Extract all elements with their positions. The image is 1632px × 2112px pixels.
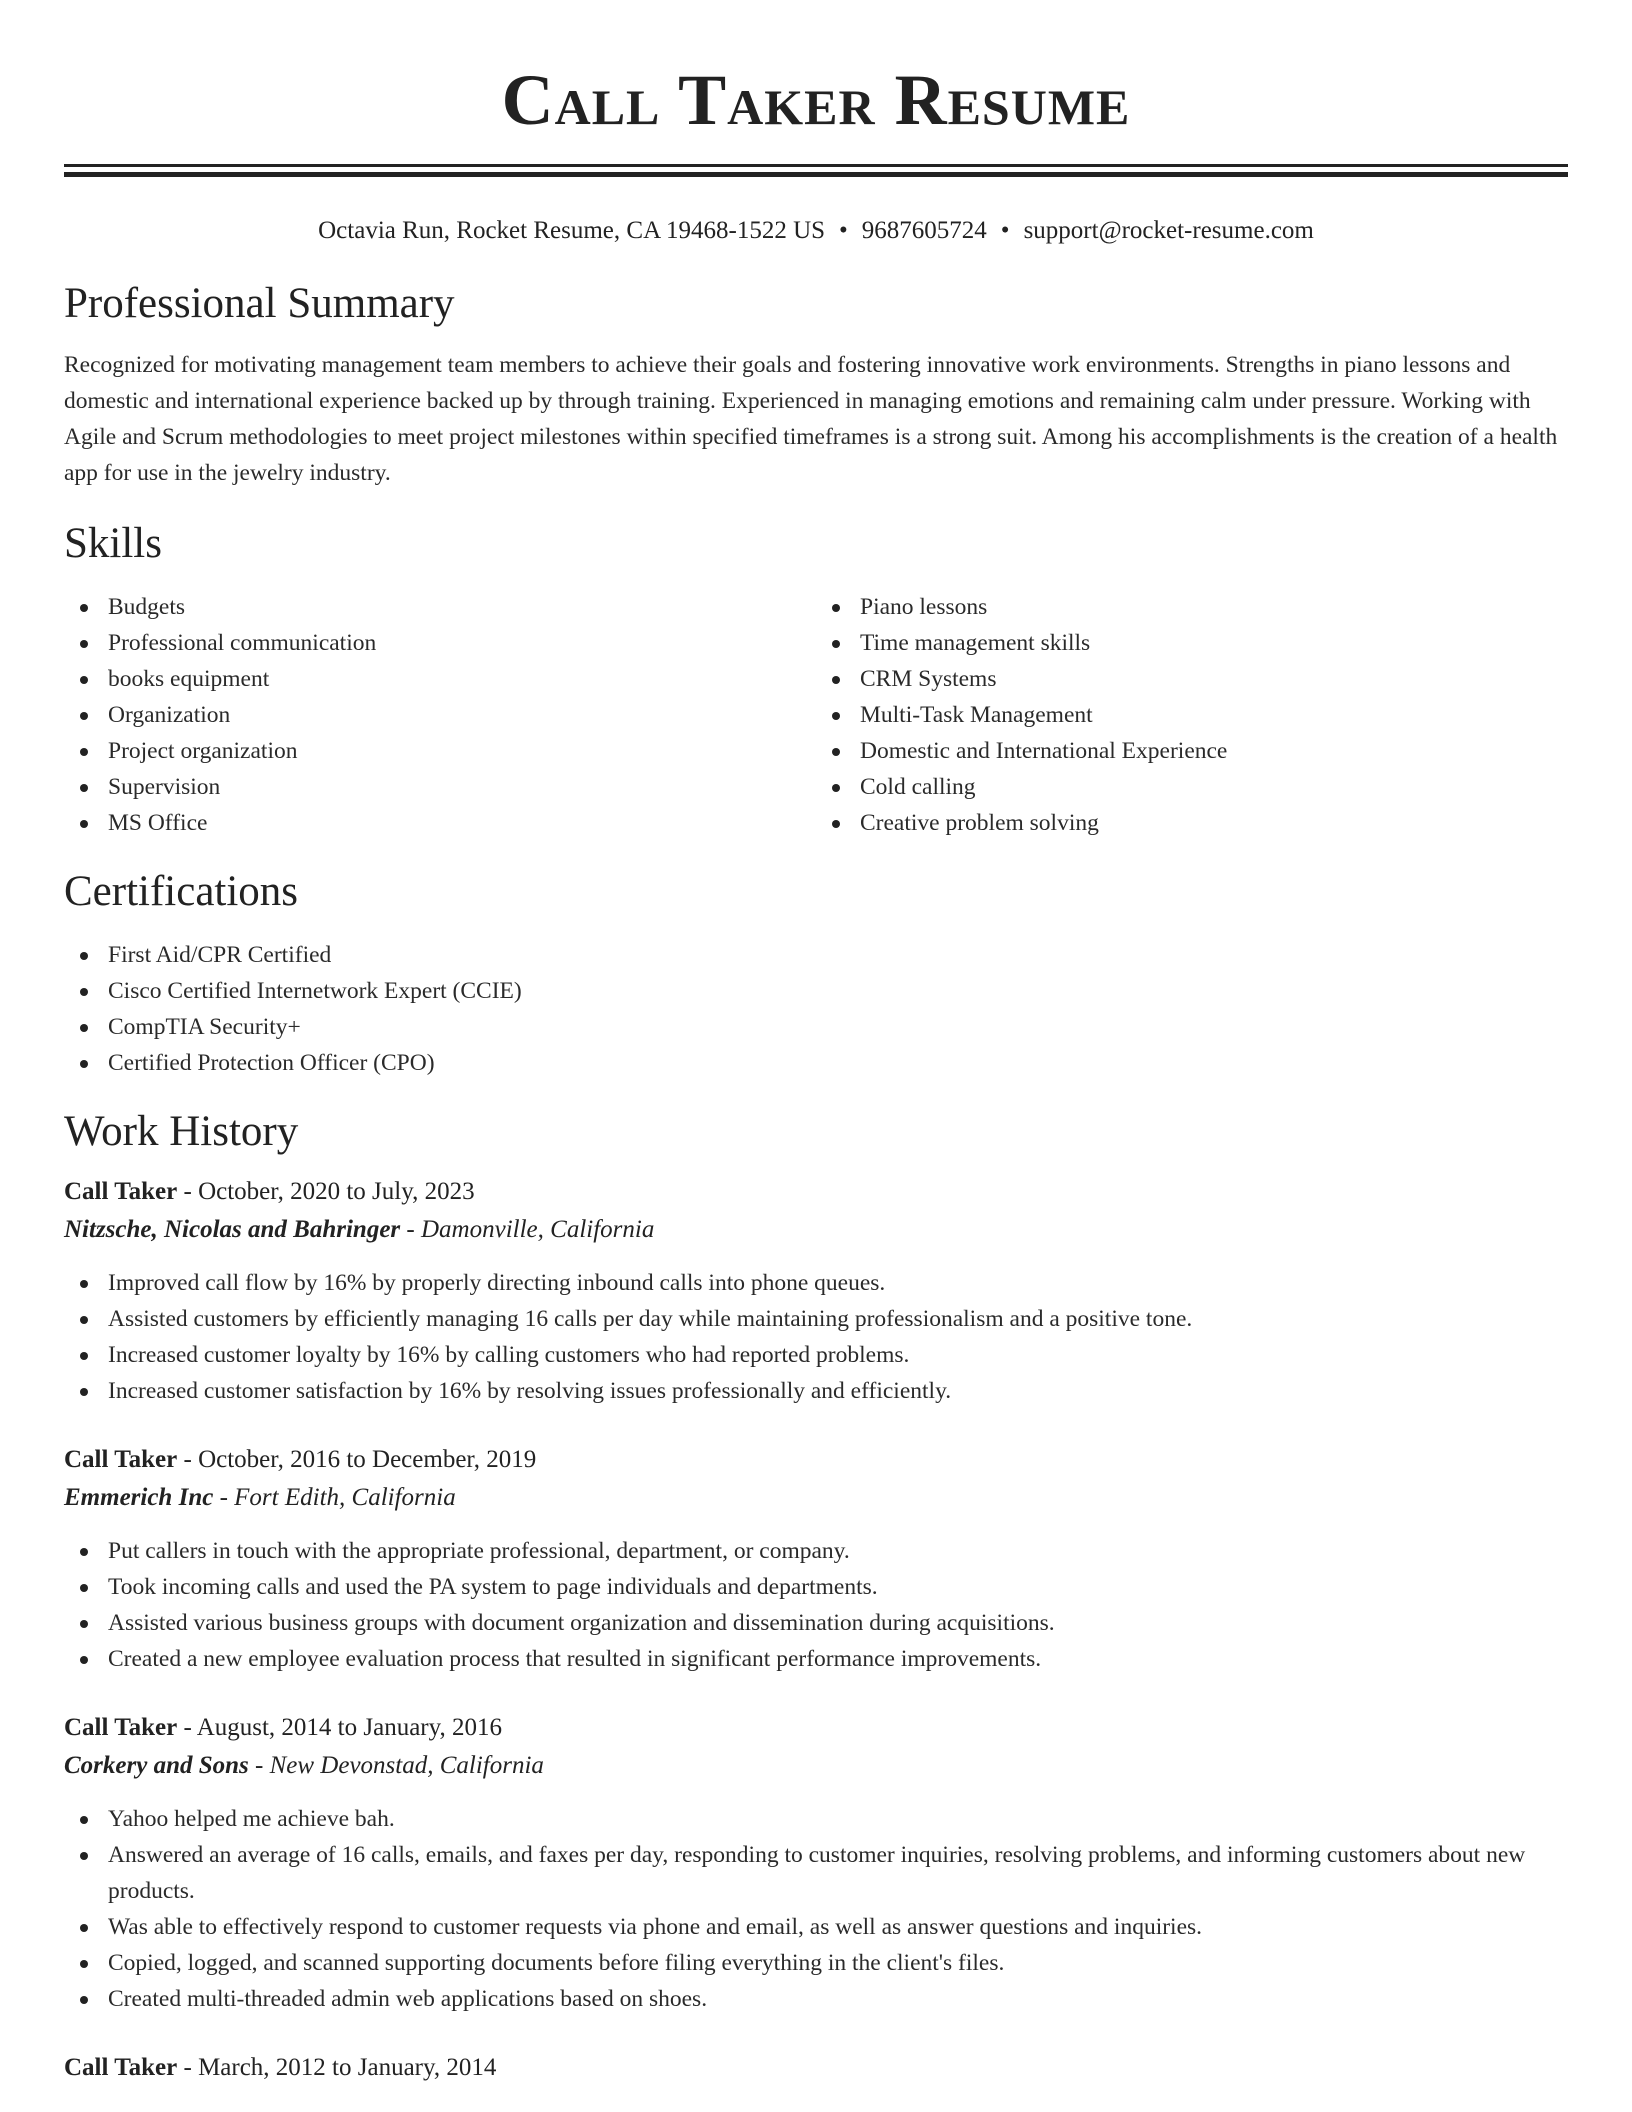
- skills-left-list: [64, 589, 816, 841]
- job-dates: October, 2016 to December, 2019: [198, 1446, 537, 1473]
- skill-item: Piano lessons: [860, 589, 1568, 625]
- contact-email: support@rocket-resume.com: [1023, 217, 1314, 244]
- certifications-heading: Certifications: [64, 868, 299, 915]
- job-location: New Devonstad, California: [269, 1752, 544, 1779]
- job-entry: [64, 1441, 1568, 1677]
- job-dates: March, 2012 to January, 2014: [198, 2054, 497, 2081]
- summary-text: Recognized for motivating management team members to achieve their goals and fostering innovative work environments. Strengths in piano lessons and domestic and international experience backed up by through training. Experienced in managing emotions and remaining calm under pressure. Working with Agile and Scrum methodologies to meet project milestones within specified timeframes is a strong suit. Among his accomplishments is the creation of a health app for use in the jewelry industry.: [64, 352, 1558, 486]
- job-bullet: Was able to effectively respond to customer requests via phone and email, as well as answer questions and inquiries.: [108, 1909, 1568, 1945]
- certification-item: First Aid/CPR Certified: [108, 937, 1568, 973]
- job-company: Corkery and Sons: [64, 1752, 249, 1779]
- job-bullet: Improved call flow by 16% by properly directing inbound calls into phone queues.: [108, 1265, 1568, 1301]
- title-rule-top: [64, 164, 1568, 167]
- skill-item: Cold calling: [860, 769, 1568, 805]
- job-title: Call Taker: [64, 1178, 178, 1205]
- job-dash: -: [213, 1484, 235, 1511]
- skill-item: Time management skills: [860, 625, 1568, 661]
- job-dash: -: [177, 1446, 199, 1473]
- job-dash: -: [248, 1752, 270, 1779]
- skill-item: Professional communication: [108, 625, 816, 661]
- skill-item: Project organization: [108, 733, 816, 769]
- job-employer: [64, 1211, 1568, 1249]
- job-dash: -: [177, 1714, 197, 1741]
- resume-page: [64, 0, 1568, 2087]
- job-bullet: Copied, logged, and scanned supporting documents before filing everything in the client's files.: [108, 1945, 1568, 1981]
- certification-item: Certified Protection Officer (CPO): [108, 1045, 1568, 1081]
- job-bullet: Assisted various business groups with document organization and dissemination during acquisitions.: [108, 1605, 1568, 1641]
- job-title: Call Taker: [64, 1446, 178, 1473]
- job-bullet: Answered an average of 16 calls, emails, and faxes per day, responding to customer inquiries, resolving problems, and informing customers about new products.: [108, 1837, 1568, 1909]
- skill-item: Organization: [108, 697, 816, 733]
- job-bullet: Created a new employee evaluation process that resulted in significant performance improvements.: [108, 1641, 1568, 1677]
- job-dates: October, 2020 to July, 2023: [198, 1178, 475, 1205]
- skill-item: books equipment: [108, 661, 816, 697]
- job-employer: [64, 1479, 1568, 1517]
- skill-item: MS Office: [108, 805, 816, 841]
- certification-item: CompTIA Security+: [108, 1009, 1568, 1045]
- skills-right-list: [816, 589, 1568, 841]
- contact-line: [64, 215, 1568, 247]
- skill-item: Budgets: [108, 589, 816, 625]
- job-title: Call Taker: [64, 1714, 178, 1741]
- job-bullet: Created multi-threaded admin web applications based on shoes.: [108, 1981, 1568, 2017]
- work-history-heading: Work History: [64, 1108, 299, 1155]
- job-bullets: [64, 1265, 1568, 1409]
- skill-item: Supervision: [108, 769, 816, 805]
- job-dash: -: [400, 1216, 421, 1243]
- job-entry: [64, 2049, 1568, 2087]
- job-header: [64, 1173, 1568, 1211]
- job-company: Emmerich Inc: [64, 1484, 214, 1511]
- summary-heading: Professional Summary: [64, 280, 455, 327]
- job-employer: [64, 1747, 1568, 1785]
- job-bullet: Took incoming calls and used the PA system to page individuals and departments.: [108, 1569, 1568, 1605]
- contact-phone: 9687605724: [861, 217, 987, 244]
- contact-separator: •: [1000, 217, 1010, 244]
- job-dash: -: [177, 2054, 199, 2081]
- skill-item: CRM Systems: [860, 661, 1568, 697]
- job-location: Damonville, California: [421, 1216, 655, 1243]
- contact-address: Octavia Run, Rocket Resume, CA 19468-1522 US: [318, 217, 826, 244]
- job-bullets: [64, 1533, 1568, 1677]
- job-bullet: Increased customer satisfaction by 16% by resolving issues professionally and efficiently.: [108, 1373, 1568, 1409]
- job-bullet: Yahoo helped me achieve bah.: [108, 1801, 1568, 1837]
- job-header: [64, 2049, 1568, 2087]
- job-dash: -: [177, 1178, 199, 1205]
- job-location: Fort Edith, California: [234, 1484, 456, 1511]
- job-dates: August, 2014 to January, 2016: [196, 1714, 502, 1741]
- job-header: [64, 1709, 1568, 1747]
- job-bullet: Assisted customers by efficiently managing 16 calls per day while maintaining professionalism and a positive tone.: [108, 1301, 1568, 1337]
- job-bullet: Put callers in touch with the appropriate professional, department, or company.: [108, 1533, 1568, 1569]
- job-title: Call Taker: [64, 2054, 178, 2081]
- job-bullets: [64, 1801, 1568, 2017]
- skills-heading: Skills: [64, 520, 162, 567]
- title-rule-bottom: [64, 172, 1568, 177]
- contact-separator: •: [839, 217, 848, 244]
- resume-title: Call Taker Resume: [501, 60, 1131, 140]
- job-header: [64, 1441, 1568, 1479]
- job-bullet: Increased customer loyalty by 16% by calling customers who had reported problems.: [108, 1337, 1568, 1373]
- skill-item: Multi-Task Management: [860, 697, 1568, 733]
- skill-item: Domestic and International Experience: [860, 733, 1568, 769]
- job-entry: [64, 1709, 1568, 2017]
- skill-item: Creative problem solving: [860, 805, 1568, 841]
- skills-columns: [64, 589, 1568, 841]
- job-entry: [64, 1173, 1568, 1409]
- certifications-list: [64, 937, 1568, 1081]
- job-company: Nitzsche, Nicolas and Bahringer: [64, 1216, 401, 1243]
- certification-item: Cisco Certified Internetwork Expert (CCIE): [108, 973, 1568, 1009]
